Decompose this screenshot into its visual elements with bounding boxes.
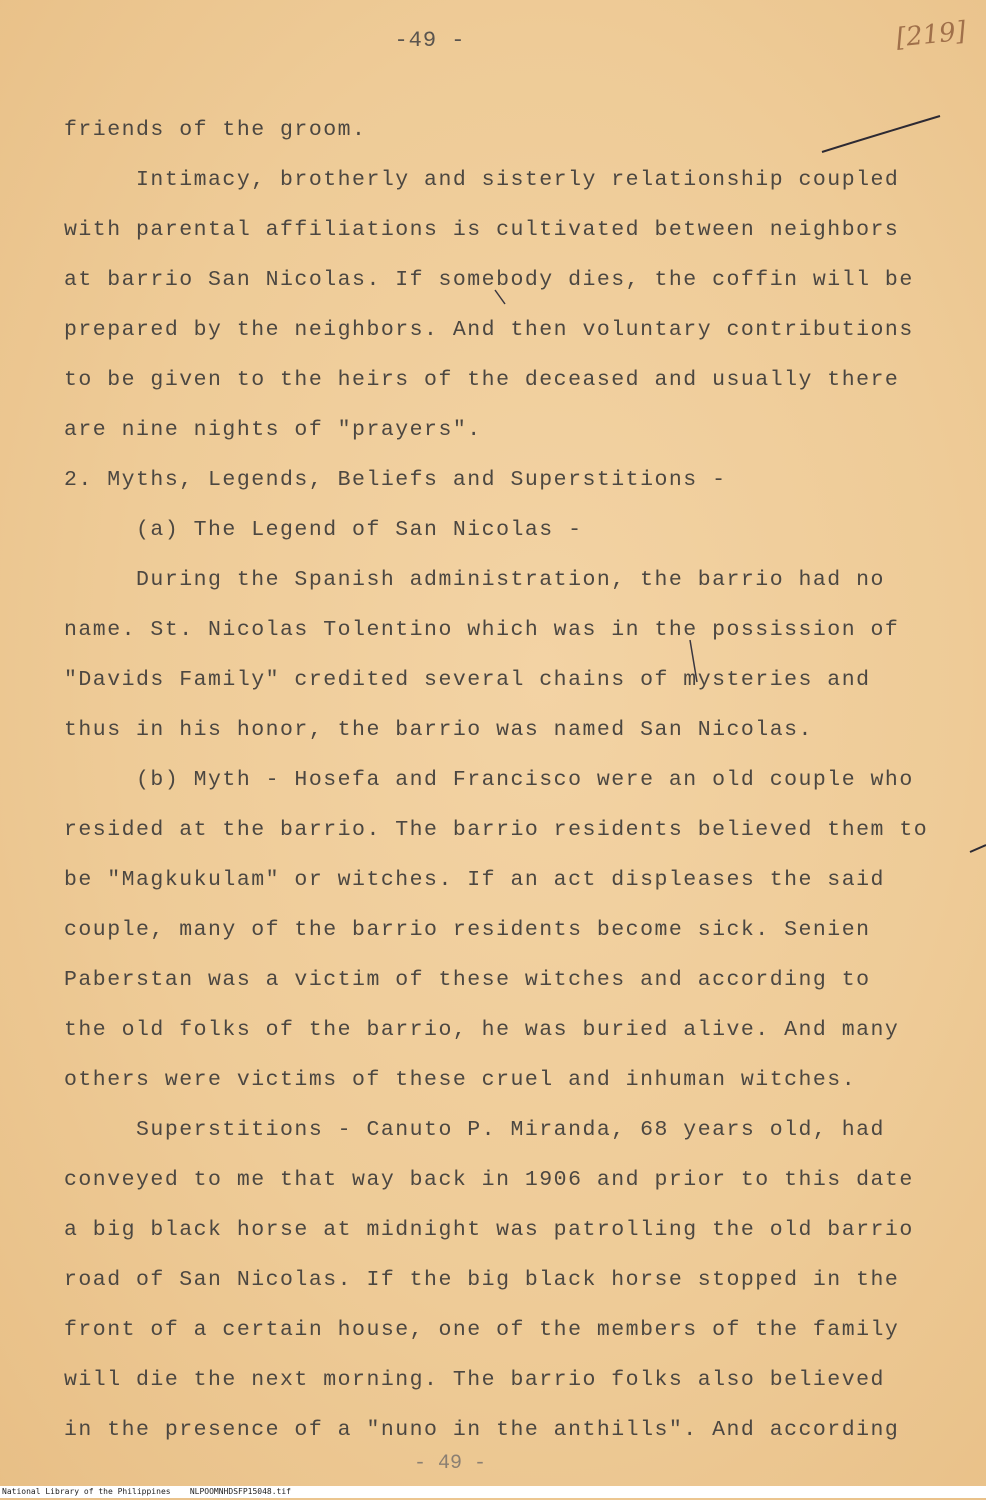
page-number-header: -49 - <box>394 28 466 53</box>
text-line: the old folks of the barrio, he was buried alive. And many <box>64 1018 900 1042</box>
file-id: NLPOOMNHDSFP15048.tif <box>189 1487 291 1496</box>
text-line: conveyed to me that way back in 1906 and prior to this date <box>64 1168 914 1192</box>
text-line: in the presence of a "nuno in the anthills". And according <box>64 1418 900 1442</box>
text-line: at barrio San Nicolas. If somebody dies, the coffin will be <box>64 268 914 292</box>
text-line: are nine nights of "prayers". <box>64 418 482 442</box>
text-line: (b) Myth - Hosefa and Francisco were an old couple who <box>64 768 914 792</box>
library-name: National Library of the Philippines <box>2 1487 171 1496</box>
text-line: front of a certain house, one of the members of the family <box>64 1318 900 1342</box>
page-number-footer: - 49 - <box>413 1452 486 1475</box>
text-line: a big black horse at midnight was patrolling the old barrio <box>64 1218 914 1242</box>
margin-tick <box>970 845 986 852</box>
text-line: friends of the groom. <box>64 118 367 142</box>
body-text <box>64 105 964 1455</box>
text-line: thus in his honor, the barrio was named San Nicolas. <box>64 718 813 742</box>
text-line: with parental affiliations is cultivated between neighbors <box>64 218 900 242</box>
subsection-heading: (a) The Legend of San Nicolas - <box>64 518 583 542</box>
text-line: others were victims of these cruel and inhuman witches. <box>64 1068 857 1092</box>
archive-stamp: [219] <box>894 16 968 54</box>
text-line: prepared by the neighbors. And then voluntary contributions <box>64 318 914 342</box>
text-line: road of San Nicolas. If the big black horse stopped in the <box>64 1268 900 1292</box>
text-line: Paberstan was a victim of these witches and according to <box>64 968 871 992</box>
source-caption <box>0 1486 986 1498</box>
text-line: Intimacy, brotherly and sisterly relationship coupled <box>64 168 900 192</box>
text-line: resided at the barrio. The barrio residents believed them to <box>64 818 929 842</box>
text-line: to be given to the heirs of the deceased and usually there <box>64 368 900 392</box>
section-heading: 2. Myths, Legends, Beliefs and Superstitions - <box>64 468 727 492</box>
text-line: be "Magkukulam" or witches. If an act displeases the said <box>64 868 885 892</box>
text-line: During the Spanish administration, the barrio had no <box>64 568 885 592</box>
text-line: name. St. Nicolas Tolentino which was in the possission of <box>64 618 900 642</box>
text-line: "Davids Family" credited several chains of mysteries and <box>64 668 871 692</box>
text-line: Superstitions - Canuto P. Miranda, 68 years old, had <box>64 1118 885 1142</box>
text-line: couple, many of the barrio residents become sick. Senien <box>64 918 871 942</box>
text-line: will die the next morning. The barrio folks also believed <box>64 1368 885 1392</box>
